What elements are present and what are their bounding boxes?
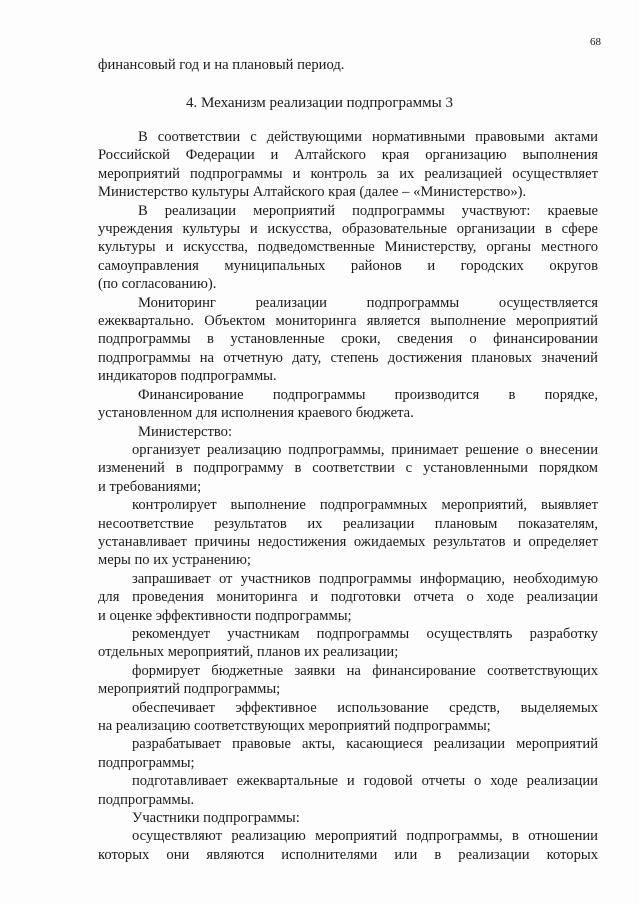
paragraph-line: Российской Федерации и Алтайского края организацию выполнения [98, 147, 598, 164]
body-text [98, 128, 598, 864]
paragraph-line: Мониторинг реализации подпрограммы осуществляется [138, 294, 598, 311]
paragraph-line: для проведения мониторинга и подготовки отчета о ходе реализации [98, 589, 598, 606]
page-number: 68 [590, 36, 601, 48]
paragraph-line: самоуправления муниципальных районов и городских округов [98, 257, 598, 274]
paragraph-line: установленном для исполнения краевого бюджета. [98, 405, 414, 422]
paragraph-line: которых они являются исполнителями или в реализации которых [98, 846, 598, 863]
paragraph-line: разрабатывает правовые акты, касающиеся реализации мероприятий [132, 736, 598, 753]
paragraph-line: В реализации мероприятий подпрограммы участвуют: краевые [138, 202, 598, 219]
paragraph-line: подпрограммы. [98, 791, 195, 808]
paragraph-line: мероприятий подпрограммы и контроль за их реализацией осуществляет [98, 165, 598, 182]
paragraph [98, 827, 598, 864]
paragraph [98, 386, 598, 423]
paragraph-line: и требованиями; [98, 478, 202, 495]
section-heading: 4. Механизм реализации подпрограммы 3 [185, 95, 453, 111]
paragraph-line: осуществляют реализацию мероприятий подпрограммы, в отношении [132, 828, 598, 845]
paragraph-line: индикаторов подпрограммы. [98, 368, 277, 385]
paragraph [98, 294, 598, 386]
paragraph-line: (по согласованию). [98, 276, 217, 293]
paragraph-line: мероприятий подпрограммы; [98, 681, 281, 698]
paragraph-line: подготавливает ежеквартальные и годовой отчеты о ходе реализации [132, 773, 598, 790]
paragraph-line: и оценке эффективности подпрограммы; [98, 607, 352, 624]
paragraph-line: подпрограммы в установленные сроки, сведения о финансировании [98, 331, 598, 348]
paragraph-line: устанавливает причины недостижения ожидаемых результатов и определяет [98, 533, 598, 550]
paragraph-line: Финансирование подпрограммы производится в порядке, [138, 386, 598, 403]
paragraph-line: на реализацию соответствующих мероприятий подпрограммы; [98, 718, 491, 734]
paragraph-line: несоответствие результатов их реализации плановым показателям, [98, 515, 598, 532]
paragraph-line: изменений в подпрограмму в соответствии с установленными порядком [98, 460, 598, 477]
paragraph [98, 809, 598, 827]
top-line-block [98, 56, 598, 74]
paragraph [98, 441, 598, 496]
paragraph-line: отдельных мероприятий, планов их реализации; [98, 644, 399, 661]
paragraph [98, 570, 598, 625]
paragraph-line: подпрограммы на отчетную дату, степень достижения плановых значений [98, 349, 598, 366]
paragraph-line: контролирует выполнение подпрограммных мероприятий, выявляет [132, 497, 598, 514]
paragraph-line: организует реализацию подпрограммы, принимает решение о внесении [132, 441, 598, 458]
paragraph-line: Министерство: [138, 423, 233, 440]
paragraph-line: подпрограммы; [98, 754, 195, 771]
paragraph [98, 202, 598, 294]
paragraph-line: Участники подпрограммы: [132, 810, 300, 827]
paragraph-line: культуры и искусства, подведомственные Министерству, органы местного [98, 239, 598, 256]
paragraph-line: рекомендует участникам подпрограммы осуществлять разработку [132, 625, 598, 642]
paragraph-line: формирует бюджетные заявки на финансирование соответствующих [132, 662, 598, 679]
top-line: финансовый год и на плановый период. [98, 57, 345, 73]
paragraph [98, 662, 598, 699]
paragraph-line: запрашивает от участников подпрограммы информацию, необходимую [132, 570, 598, 587]
paragraph [98, 772, 598, 809]
paragraph-line: учреждения культуры и искусства, образовательные организации в сфере [98, 221, 598, 238]
paragraph-line: В соответствии с действующими нормативными правовыми актами [138, 129, 598, 145]
paragraph-line: обеспечивает эффективное использование средств, выделяемых [132, 699, 598, 716]
paragraph [98, 699, 598, 736]
paragraph [98, 128, 598, 202]
paragraph-line: меры по их устранению; [98, 552, 251, 569]
paragraph [98, 625, 598, 662]
paragraph-line: Министерство культуры Алтайского края (далее – «Министерство»). [98, 184, 527, 201]
paragraph [98, 735, 598, 772]
paragraph [98, 496, 598, 570]
paragraph-line: ежеквартально. Объектом мониторинга является выполнение мероприятий [98, 313, 598, 330]
paragraph [98, 423, 598, 441]
